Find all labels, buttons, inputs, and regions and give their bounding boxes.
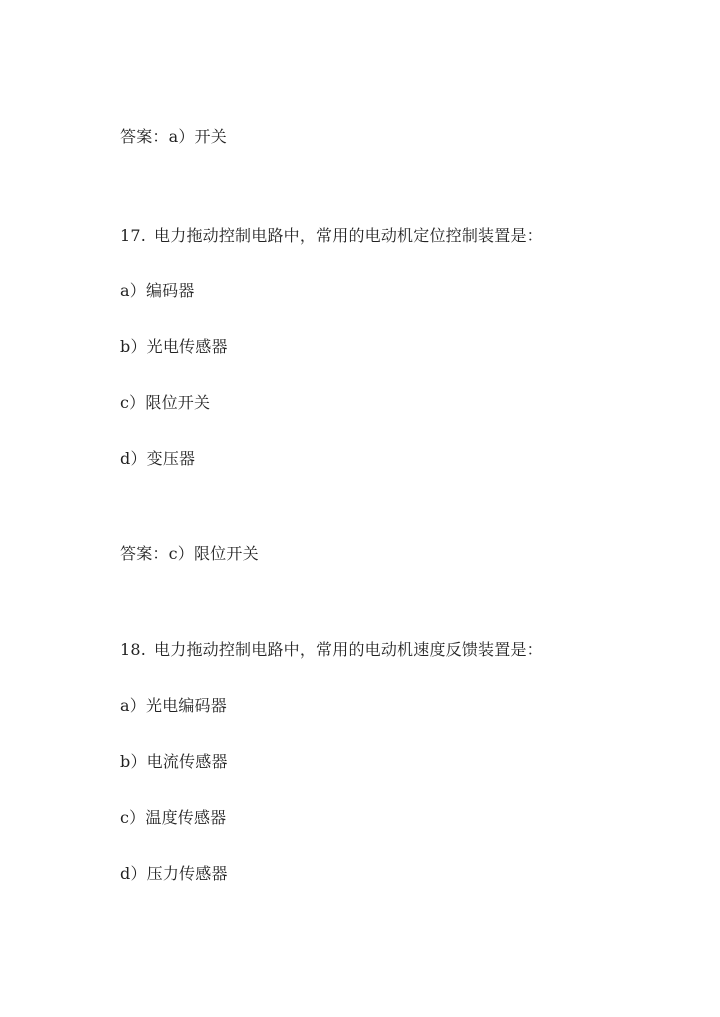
option-text: 变压器	[146, 449, 196, 468]
option-key: c）	[120, 393, 146, 412]
q17-option-d	[120, 449, 195, 469]
question-17	[120, 226, 543, 246]
answer-value: c）限位开关	[168, 544, 259, 563]
option-key: a）	[120, 696, 146, 715]
answer-17	[120, 544, 259, 564]
option-key: c）	[120, 808, 146, 827]
answer-16	[120, 127, 227, 147]
q18-option-c	[120, 808, 226, 828]
option-text: 限位开关	[145, 393, 211, 412]
option-text: 光电编码器	[145, 696, 227, 715]
q17-option-a	[120, 281, 195, 301]
answer-label: 答案：	[120, 544, 169, 563]
option-text: 电流传感器	[146, 752, 228, 771]
q18-option-d	[120, 864, 228, 884]
question-number: 18.	[120, 640, 147, 659]
option-text: 压力传感器	[146, 864, 228, 883]
option-text: 光电传感器	[146, 337, 228, 356]
option-text: 编码器	[145, 281, 195, 300]
option-key: b）	[120, 337, 147, 356]
question-18	[120, 640, 543, 660]
q17-option-c	[120, 393, 210, 413]
q17-option-b	[120, 337, 228, 357]
option-key: d）	[120, 864, 147, 883]
question-number: 17.	[120, 226, 147, 245]
q18-option-b	[120, 752, 228, 772]
answer-label: 答案：	[120, 127, 169, 146]
question-text: 电力拖动控制电路中，常用的电动机定位控制装置是：	[154, 226, 543, 245]
answer-value: a）开关	[168, 127, 227, 146]
option-key: b）	[120, 752, 147, 771]
q18-option-a	[120, 696, 227, 716]
option-key: d）	[120, 449, 147, 468]
option-key: a）	[120, 281, 146, 300]
option-text: 温度传感器	[145, 808, 227, 827]
question-text: 电力拖动控制电路中，常用的电动机速度反馈装置是：	[154, 640, 543, 659]
